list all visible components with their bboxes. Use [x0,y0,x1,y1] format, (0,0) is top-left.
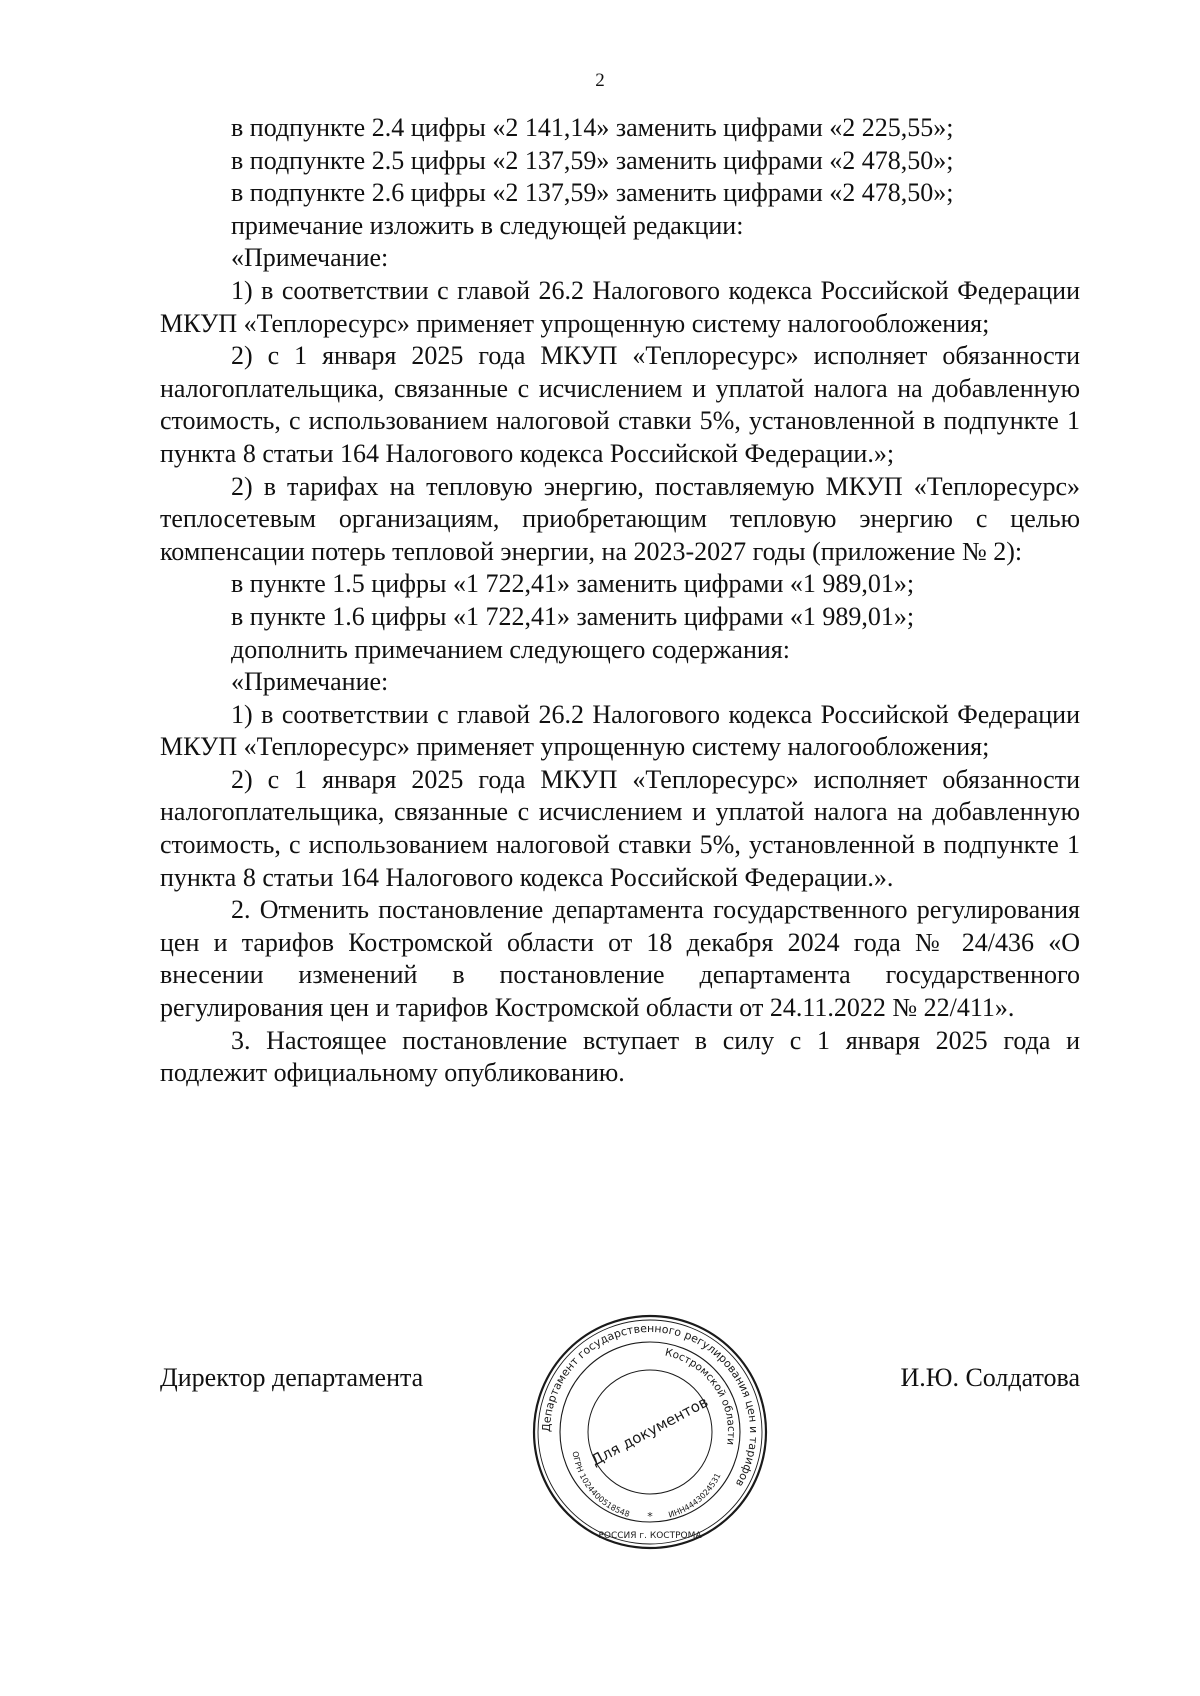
seal-city-text: РОССИЯ г. КОСТРОМА [598,1531,702,1541]
paragraph-add-note: дополнить примечанием следующего содержания: [231,634,790,664]
paragraph-note-heading: «Примечание: [231,243,389,273]
paragraph-1-6: в пункте 1.6 цифры «1 722,41» заменить цифрами «1 989,01»; [231,601,915,631]
paragraph-2-4: в подпункте 2.4 цифры «2 141,14» заменить цифрами «2 225,55»; [231,113,954,142]
page-number: 2 [595,70,605,91]
paragraph-2-5: в подпункте 2.5 цифры «2 137,59» заменить цифрами «2 478,50»; [231,145,954,175]
paragraph-effective: 3. Настоящее постановление вступает в силу с 1 января 2025 года и подлежит официальному опубликованию. [160,1025,1080,1088]
seal-outer-text: Департамент государственного регулирования цен и тарифов [539,1321,761,1489]
paragraph-1-5: в пункте 1.5 цифры «1 722,41» заменить цифрами «1 989,01»; [231,569,915,599]
paragraph-tariffs: 2) в тарифах на тепловую энергию, поставляемую МКУП «Теплоресурс» теплосетевым организациям, приобретающим тепловую энергию с целью компенсации потерь тепловой энергии, на 2023-2027 годы (приложение № 2): [160,471,1080,566]
signer-name: И.Ю. Солдатова [900,1363,1080,1392]
paragraph-note-intro: примечание изложить в следующей редакции: [231,210,744,240]
paragraph-note-2: 2) с 1 января 2025 года МКУП «Теплоресурс» исполняет обязанности налогоплательщика, связанные с исчислением и уплатой налога на добавленную стоимость, с использованием налоговой ставки 5%, установленной в подпункте 1 пункта 8 статьи 164 Налогового кодекса Российской Федерации.»; [160,341,1080,468]
seal-ogrn-text: ОГРН 1024400518548 [570,1450,631,1519]
seal-inn-text: ИНН4443024531 [667,1471,723,1520]
paragraph-cancel: 2. Отменить постановление департамента государственного регулирования цен и тарифов Костромской области от 18 декабря 2024 года № 24/436 «О внесении изменений в постановление департамента государственного регулирования цен и тарифов Костромской области от 24.11.2022 № 22/411». [160,895,1080,1023]
seal-star-icon: * [647,1510,653,1523]
document-body [160,112,1080,1090]
paragraph-note2-2: 2) с 1 января 2025 года МКУП «Теплоресурс» исполняет обязанности налогоплательщика, связанные с исчислением и уплатой налога на добавленную стоимость, с использованием налоговой ставки 5%, установленной в подпункте 1 пункта 8 статьи 164 Налогового кодекса Российской Федерации.». [160,764,1080,892]
paragraph-2-6: в подпункте 2.6 цифры «2 137,59» заменить цифрами «2 478,50»; [231,178,954,208]
seal-inner-text: Костромской области [663,1346,738,1446]
official-seal [530,1312,770,1552]
seal-center-text: Для документов [588,1392,712,1470]
paragraph-note-1: 1) в соответствии с главой 26.2 Налогового кодекса Российской Федерации МКУП «Теплоресурс» применяет упрощенную систему налогообложения; [160,275,1080,338]
paragraph-note2-1: 1) в соответствии с главой 26.2 Налогового кодекса Российской Федерации МКУП «Теплоресурс» применяет упрощенную систему налогообложения; [160,699,1080,762]
signer-position: Директор департамента [160,1363,424,1392]
paragraph-note2-heading: «Примечание: [231,667,389,697]
